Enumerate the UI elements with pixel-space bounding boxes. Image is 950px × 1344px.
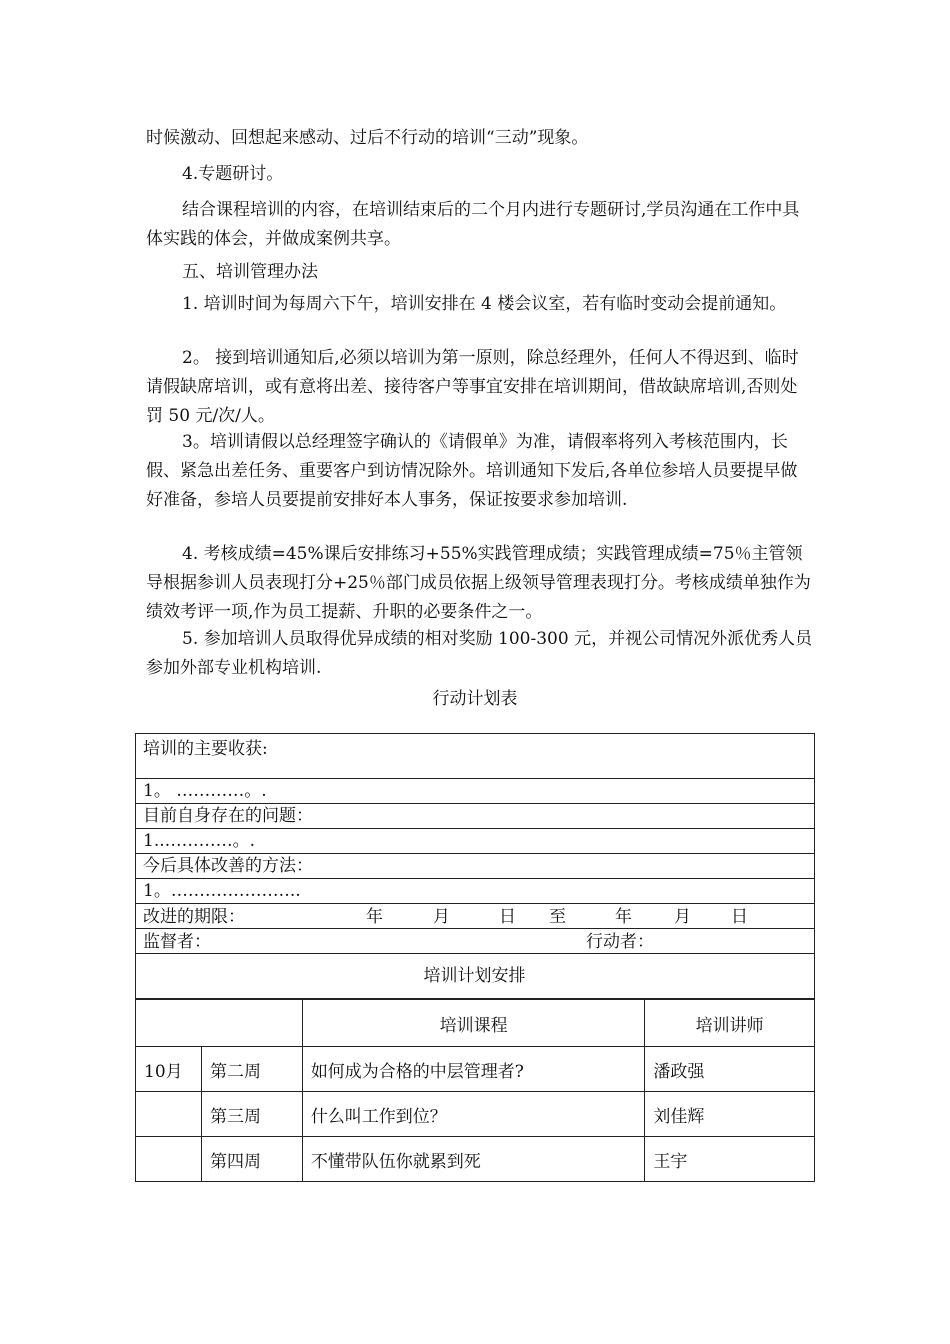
start-month: 月: [433, 907, 450, 927]
problems-item: 1..…………。.: [136, 829, 815, 854]
paragraph-3: 结合课程培训的内容，在培训结束后的二个月内进行专题研讨,学员沟通在工作中具体实践的体会，并做成案例共享。: [146, 200, 800, 249]
methods-label: 今后具体改善的方法：: [136, 854, 815, 879]
table-row: [136, 1092, 815, 1137]
course-cell: 什么叫工作到位？: [302, 1092, 645, 1137]
header-teacher: 培训讲师: [645, 1000, 815, 1047]
period-label: 改进的期限：: [143, 907, 245, 927]
schedule-header-row: [136, 1000, 815, 1047]
paragraph-2: 4.专题研讨。: [182, 164, 284, 184]
header-course: 培训课程: [302, 1000, 645, 1047]
month-cell: [136, 1092, 202, 1137]
action-plan-title: 行动计划表: [432, 689, 518, 709]
period-row: [136, 904, 815, 929]
main-gains-item: 1。 …………。.: [136, 779, 815, 804]
course-cell: 如何成为合格的中层管理者?: [302, 1047, 645, 1092]
week-cell: 第三周: [201, 1092, 302, 1137]
training-schedule-table: [135, 999, 815, 1182]
table-row: [136, 1137, 815, 1182]
sign-row: [136, 929, 815, 954]
teacher-cell: 潘政强: [645, 1047, 815, 1092]
main-gains-label: 培训的主要收获:: [136, 734, 815, 779]
to-label: 至: [549, 907, 566, 927]
paragraph-rule-2: 2。 接到培训通知后,必须以培训为第一原则，除总经理外，任何人不得迟到、临时请假缺席培训，或有意将出差、接待客户等事宜安排在培训期间，借故缺席培训,否则处罚 50 元/次/人。: [146, 348, 799, 426]
paragraph-rule-5: 5. 参加培训人员取得优异成绩的相对奖励 100-300 元，并视公司情况外派优秀人员参加外部专业机构培训.: [146, 629, 813, 678]
start-day: 日: [499, 907, 516, 927]
schedule-title: 培训计划安排: [136, 954, 815, 999]
action-plan-table: [135, 733, 815, 999]
actor-label: 行动者：: [586, 932, 654, 952]
section-heading: 五、培训管理办法: [182, 262, 318, 282]
end-year: 年: [615, 907, 632, 927]
end-day: 日: [731, 907, 748, 927]
teacher-cell: 刘佳辉: [645, 1092, 815, 1137]
week-cell: 第二周: [201, 1047, 302, 1092]
course-cell: 不懂带队伍你就累到死: [302, 1137, 645, 1182]
header-blank: [136, 1000, 303, 1047]
paragraph-rule-4: 4. 考核成绩=45%课后安排练习+55%实践管理成绩；实践管理成绩=75％主管领导根据参训人员表现打分+25％部门成员依据上级领导管理表现打分。考核成绩单独作为绩效考评一项,作为员工提薪、升职的必要条件之一。: [146, 544, 811, 622]
month-cell: [136, 1137, 202, 1182]
month-cell: 10月: [136, 1047, 202, 1092]
paragraph-rule-1: 1. 培训时间为每周六下午，培训安排在 4 楼会议室，若有临时变动会提前通知。: [182, 294, 787, 314]
week-cell: 第四周: [201, 1137, 302, 1182]
start-year: 年: [366, 907, 383, 927]
methods-item: 1。…………………..: [136, 879, 815, 904]
table-row: [136, 1047, 815, 1092]
problems-label: 目前自身存在的问题：: [136, 804, 815, 829]
supervisor-label: 监督者：: [143, 932, 211, 952]
paragraph-rule-3: 3。培训请假以总经理签字确认的《请假单》为准，请假率将列入考核范围内，长假、紧急出差任务、重要客户到访情况除外。培训通知下发后,各单位参培人员要提早做好准备，参培人员要提前安排好本人事务，保证按要求参加培训.: [146, 432, 798, 510]
paragraph-1: 时候激动、回想起来感动、过后不行动的培训“三动”现象。: [146, 128, 589, 148]
end-month: 月: [674, 907, 691, 927]
teacher-cell: 王宇: [645, 1137, 815, 1182]
